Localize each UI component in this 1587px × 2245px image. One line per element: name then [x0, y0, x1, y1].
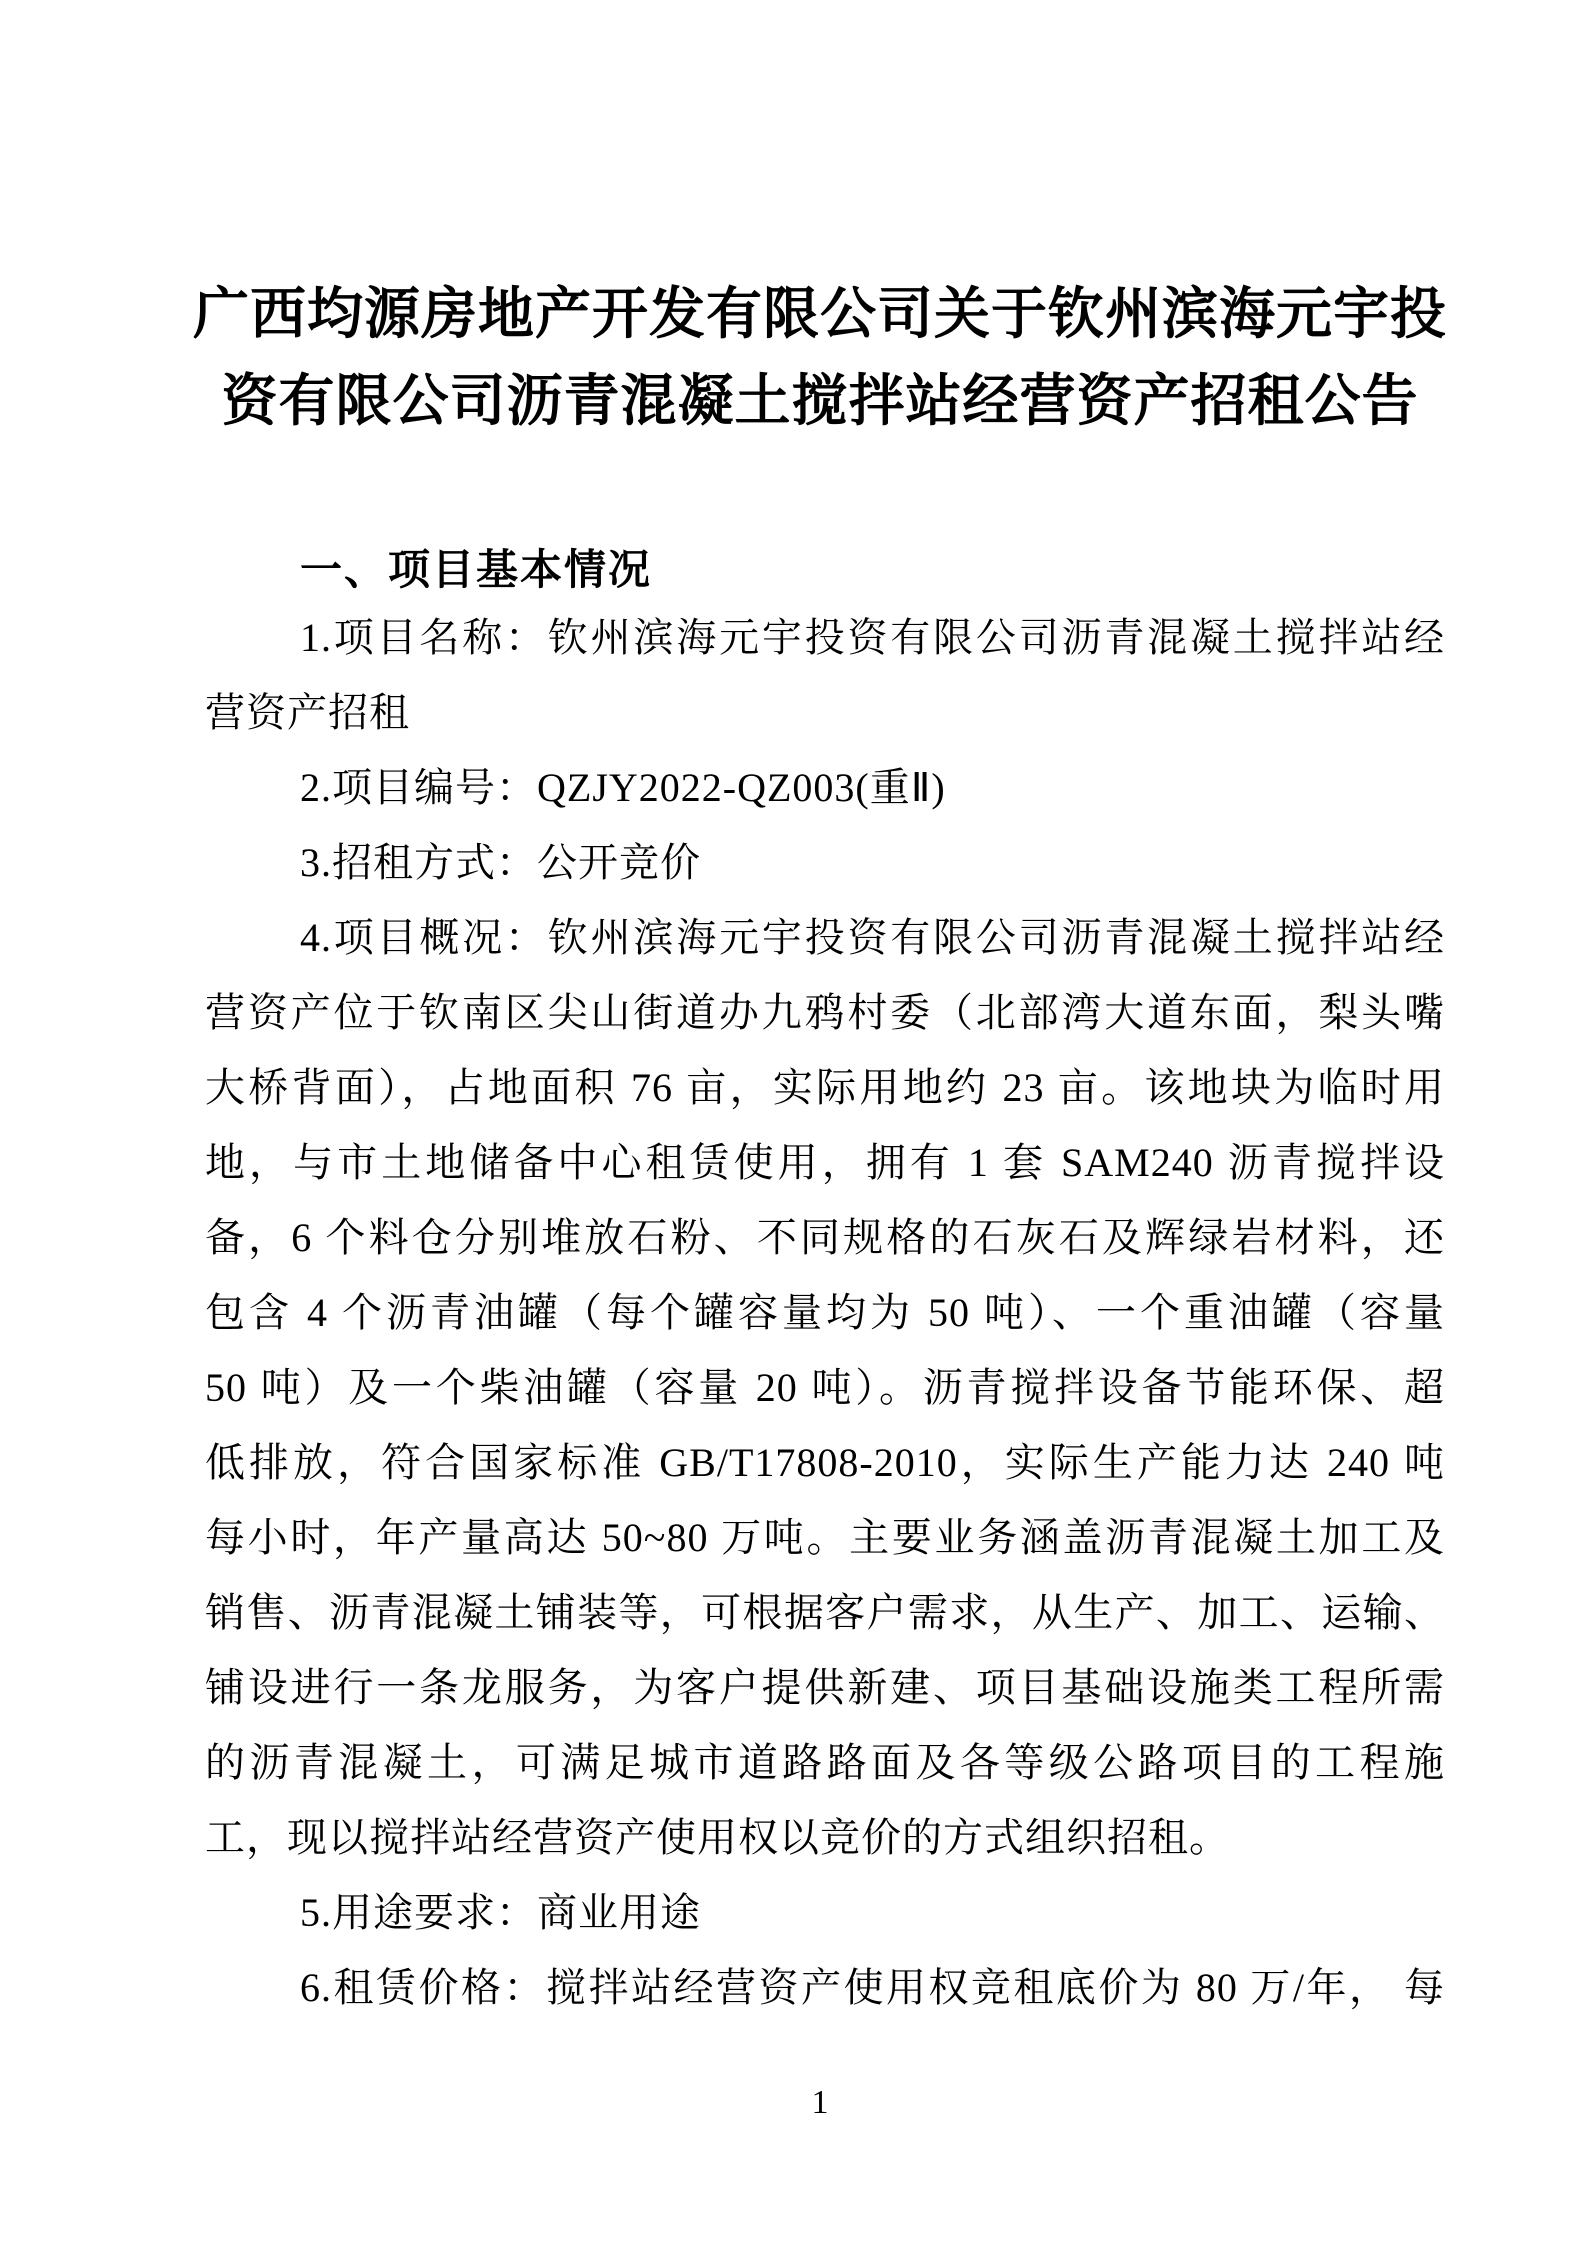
body-line: 备，6 个料仓分别堆放石粉、不同规格的石灰石及辉绿岩材料，还 — [205, 1215, 1445, 1260]
document-title-line-2: 资有限公司沥青混凝土搅拌站经营资产招租公告 — [221, 371, 1419, 433]
section-heading: 一、项目基本情况 — [300, 546, 653, 593]
body-line: 4.项目概况：钦州滨海元宇投资有限公司沥青混凝土搅拌站经 — [300, 915, 1445, 960]
body-line: 销售、沥青混凝土铺装等，可根据客户需求，从生产、加工、运输、 — [205, 1590, 1445, 1635]
document-body — [205, 600, 1445, 2025]
body-line: 2.项目编号：QZJY2022-QZ003(重Ⅱ) — [300, 765, 946, 810]
body-line: 工，现以搅拌站经营资产使用权以竞价的方式组织招租。 — [205, 1815, 1230, 1860]
body-line: 营资产位于钦南区尖山街道办九鸦村委（北部湾大道东面，梨头嘴 — [205, 990, 1445, 1035]
body-line: 的沥青混凝土，可满足城市道路路面及各等级公路项目的工程施 — [205, 1740, 1445, 1785]
body-line: 5.用途要求：商业用途 — [300, 1890, 701, 1935]
document-title-line-1: 广西均源房地产开发有限公司关于钦州滨海元宇投 — [193, 284, 1447, 346]
body-line: 包含 4 个沥青油罐（每个罐容量均为 50 吨）、一个重油罐（容量 — [205, 1290, 1445, 1335]
body-line: 地，与市土地储备中心租赁使用，拥有 1 套 SAM240 沥青搅拌设 — [205, 1140, 1445, 1185]
body-line: 大桥背面），占地面积 76 亩，实际用地约 23 亩。该地块为临时用 — [205, 1065, 1445, 1110]
body-line: 3.招租方式：公开竞价 — [300, 840, 701, 885]
body-line: 50 吨）及一个柴油罐（容量 20 吨）。沥青搅拌设备节能环保、超 — [205, 1365, 1445, 1410]
document-title — [190, 272, 1450, 446]
body-line: 1.项目名称：钦州滨海元宇投资有限公司沥青混凝土搅拌站经 — [300, 615, 1445, 660]
page-number: 1 — [811, 2084, 829, 2121]
body-line: 铺设进行一条龙服务，为客户提供新建、项目基础设施类工程所需 — [205, 1665, 1445, 1710]
body-line: 低排放，符合国家标准 GB/T17808-2010，实际生产能力达 240 吨 — [205, 1440, 1445, 1485]
body-line: 6.租赁价格：搅拌站经营资产使用权竞租底价为 80 万/年， 每 — [300, 1965, 1445, 2010]
body-line: 每小时，年产量高达 50~80 万吨。主要业务涵盖沥青混凝土加工及 — [205, 1515, 1445, 1560]
body-line: 营资产招租 — [205, 690, 410, 735]
